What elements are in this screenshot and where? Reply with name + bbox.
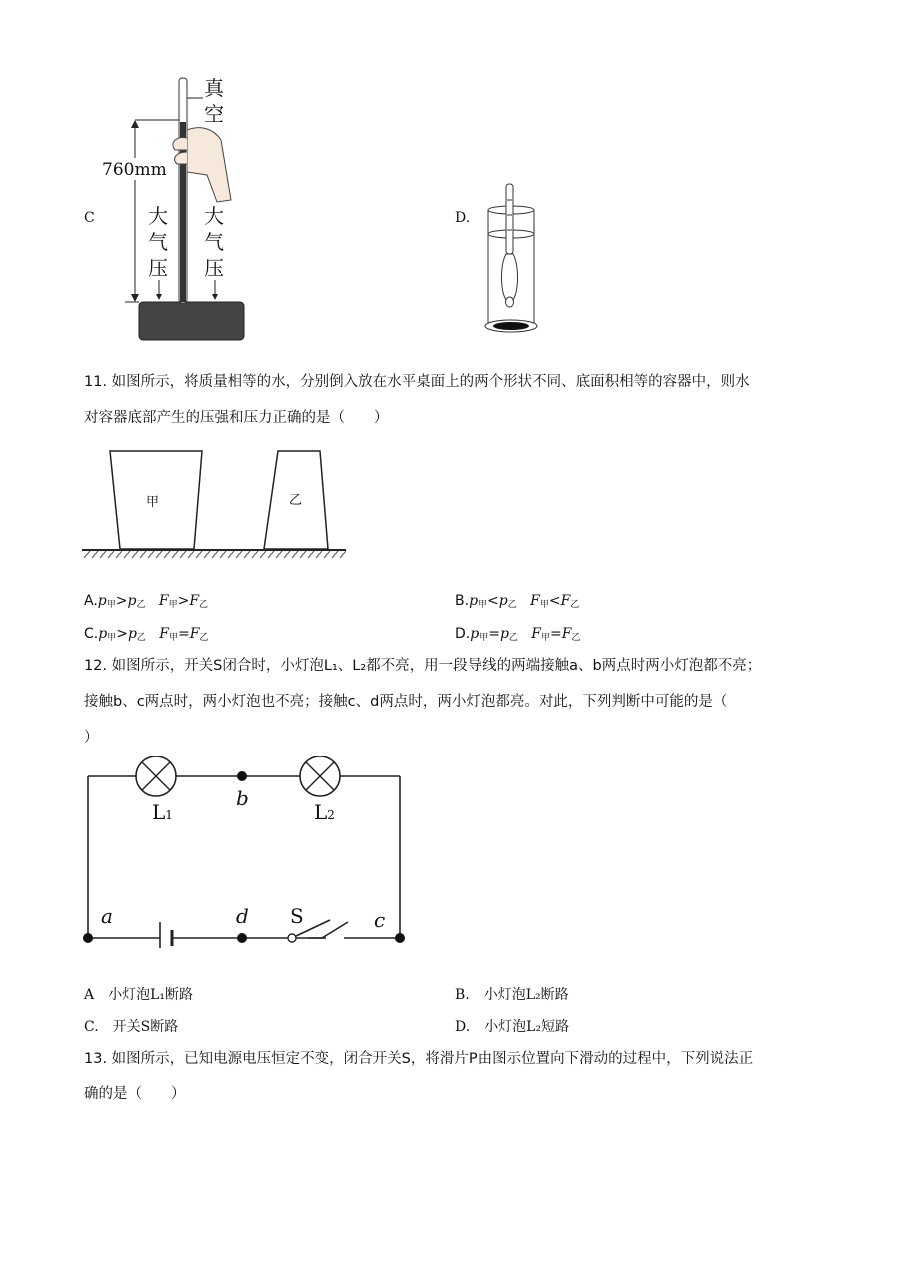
label-c: c bbox=[374, 908, 386, 932]
hand-illustration bbox=[187, 128, 231, 202]
q12-option-d[interactable]: D. 小灯泡L₂短路 bbox=[455, 1019, 570, 1035]
label-L1: L1 bbox=[152, 800, 173, 824]
label-d: d bbox=[236, 904, 249, 928]
q11-stem-line1: 11. 如图所示，将质量相等的水，分别倒入放在水平桌面上的两个形状不同、底面积相等的容器中，则水 bbox=[84, 374, 750, 390]
node-d bbox=[237, 933, 247, 943]
q12-stem-line1: 12. 如图所示，开关S闭合时，小灯泡L₁、L₂都不亮，用一段导线的两端接触a、b两点时两小灯泡都不亮； bbox=[84, 658, 762, 674]
torricelli-barometer-figure bbox=[95, 70, 255, 345]
q11-stem-line2: 对容器底部产生的压强和压力正确的是（ ） bbox=[84, 410, 389, 426]
node-b bbox=[237, 771, 247, 781]
vacuum-label-2: 空 bbox=[204, 102, 224, 126]
label-L2: L2 bbox=[314, 800, 335, 824]
mercury-basin bbox=[139, 302, 244, 340]
two-containers-figure bbox=[82, 445, 348, 563]
height-760mm-label: 760mm bbox=[102, 160, 167, 180]
q12-option-b[interactable]: B. 小灯泡L₂断路 bbox=[455, 987, 569, 1003]
q13-stem-line2: 确的是（ ） bbox=[84, 1086, 186, 1102]
q11-option-c[interactable]: $C.p_甲>p_乙$ $F_甲=F_乙$ bbox=[84, 626, 209, 643]
container-yi-label: 乙 bbox=[289, 493, 303, 508]
node-a bbox=[83, 933, 93, 943]
q12-stem-line2: 接触b、c两点时，两小灯泡也不亮；接触c、d两点时，两小灯泡都亮。对此，下列判断中可能的是（ bbox=[84, 694, 728, 710]
atm-pressure-right: 大 气 压 bbox=[204, 204, 224, 280]
battery-symbol bbox=[160, 922, 172, 948]
q11-option-d[interactable]: $D.p_甲=p_乙$ $F_甲=F_乙$ bbox=[455, 626, 581, 643]
atm-pressure-left: 大 气 压 bbox=[148, 204, 168, 280]
q12-option-a[interactable]: A 小灯泡L₁断路 bbox=[84, 987, 194, 1003]
q11-option-a[interactable]: $A.p_甲>p_乙$ $F_甲>F_乙$ bbox=[84, 593, 209, 610]
vacuum-label-1: 真 bbox=[204, 76, 224, 100]
label-S: S bbox=[290, 904, 304, 928]
lamp-L1 bbox=[136, 756, 176, 796]
q13-stem-line1: 13. 如图所示，已知电源电压恒定不变，闭合开关S，将滑片P由图示位置向下滑动的过程中，下列说法正 bbox=[84, 1051, 754, 1067]
option-c-label: C bbox=[84, 210, 95, 226]
lamp-L2 bbox=[300, 756, 340, 796]
label-a: a bbox=[101, 904, 113, 928]
node-c bbox=[395, 933, 405, 943]
q11-option-b[interactable]: $B.p_甲<p_乙$ $F_甲<F_乙$ bbox=[455, 593, 580, 610]
q12-option-c[interactable]: C. 开关S断路 bbox=[84, 1019, 179, 1035]
label-b: b bbox=[236, 786, 249, 810]
hydrometer-cylinder-figure bbox=[480, 180, 544, 336]
container-jia-label: 甲 bbox=[146, 495, 160, 510]
q12-stem-line3: ） bbox=[84, 730, 99, 746]
option-d-label: D. bbox=[455, 210, 471, 226]
